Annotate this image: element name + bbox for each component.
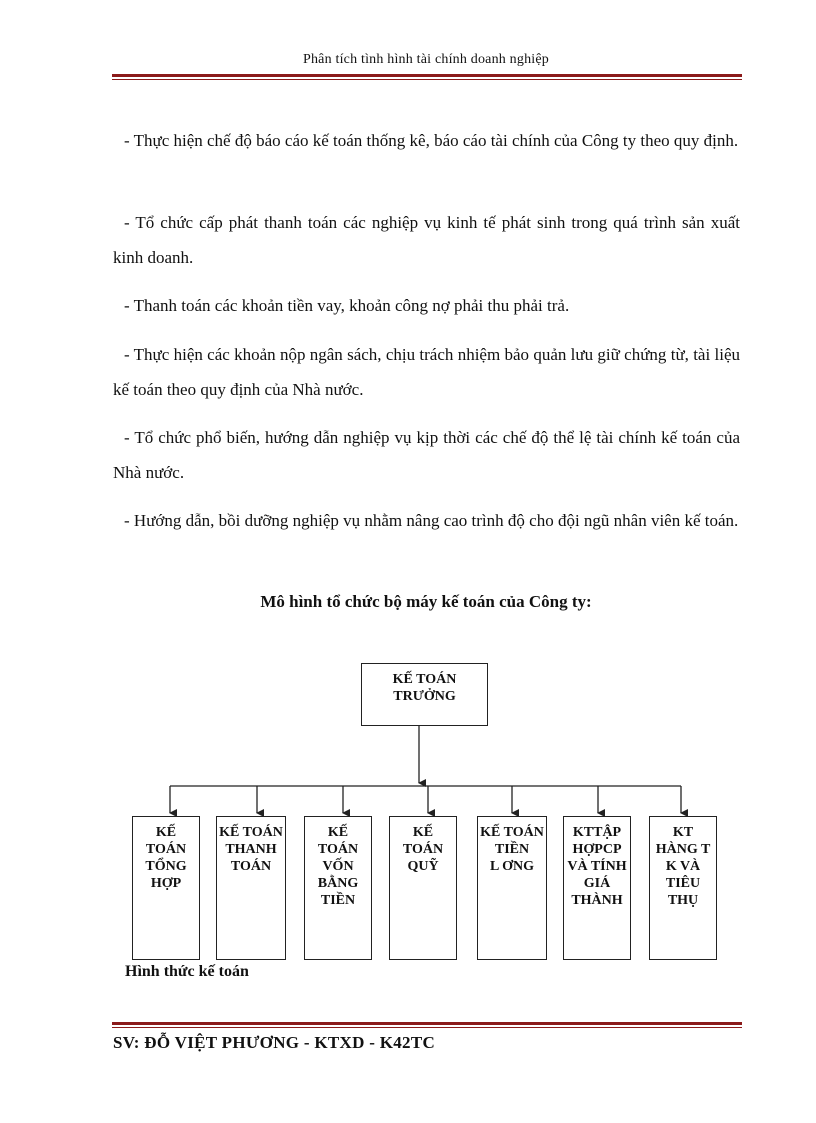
org-box-fund-accounting: KẾ TOÁN QUỸ	[389, 816, 457, 960]
paragraph-1: - Thực hiện chế độ báo cáo kế toán thống kê, báo cáo tài chính của Công ty theo quy định.	[124, 131, 739, 150]
diagram-caption: Hình thức kế toán	[125, 963, 249, 980]
org-box-chief-accountant: KẾ TOÁN TRƯỞNG	[361, 663, 488, 726]
paragraph-3: - Thanh toán các khoản tiền vay, khoản công nợ phải thu phải trả.	[124, 296, 570, 315]
paragraph-4: - Thực hiện các khoản nộp ngân sách, chịu trách nhiệm bảo quản lưu giữ chứng từ, tài liệu kế toán theo quy định của Nhà nước.	[113, 345, 740, 399]
org-box-payment-accounting: KẾ TOÁN THANH TOÁN	[216, 816, 286, 960]
org-box-cash-capital-accounting: KẾ TOÁN VỐN BẰNG TIỀN	[304, 816, 372, 960]
diagram-title: Mô hình tổ chức bộ máy kế toán của Công ty:	[260, 592, 592, 611]
paragraph-5: - Tổ chức phổ biến, hướng dẫn nghiệp vụ kịp thời các chế độ thể lệ tài chính kế toán của Nhà nước.	[113, 428, 740, 482]
footer-author: SV: ĐỖ VIỆT PHƯƠNG - KTXD - K42TC	[113, 1033, 436, 1052]
org-box-salary-accounting: KẾ TOÁN TIỀN L ƠNG	[477, 816, 547, 960]
footer-rule	[112, 1022, 742, 1028]
paragraph-6: - Hướng dẫn, bồi dưỡng nghiệp vụ nhằm nâng cao trình độ cho đội ngũ nhân viên kế toán.	[124, 511, 739, 530]
page-header-title: Phân tích tình hình tài chính doanh nghiệp	[303, 52, 549, 67]
paragraph-2: - Tổ chức cấp phát thanh toán các nghiệp vụ kinh tế phát sinh trong quá trình sản xuất kinh doanh.	[113, 213, 740, 267]
org-box-costing-accounting: KTTẬP HỢPCP VÀ TÍNH GIÁ THÀNH	[563, 816, 631, 960]
org-box-inventory-sales-accounting: KT HÀNG T K VÀ TIÊU THỤ	[649, 816, 717, 960]
org-box-general-accounting: KẾ TOÁN TỔNG HỢP	[132, 816, 200, 960]
